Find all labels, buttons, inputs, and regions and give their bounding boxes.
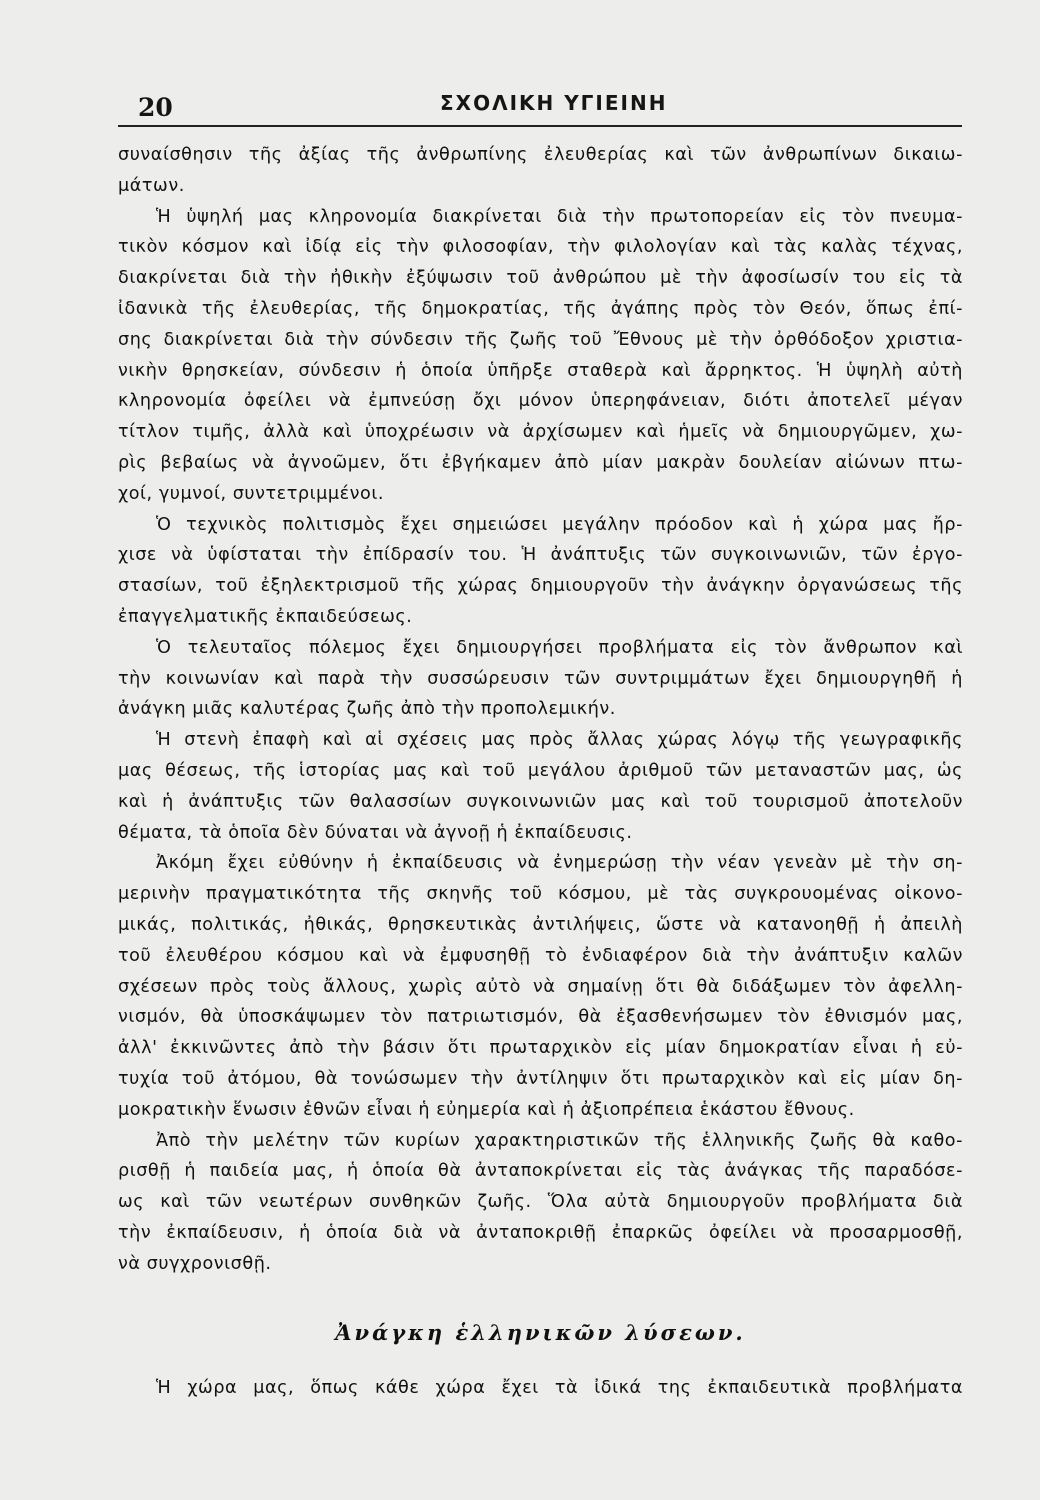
text-line: τὴν ἐκπαίδευσιν, ἡ ὁποία διὰ νὰ ἀνταποκριθῇ ἐπαρκῶς ὀφείλει νὰ προσαρμοσθῇ, (118, 1222, 963, 1243)
page-number: 20 (138, 93, 173, 122)
text-line: κληρονομία ὀφείλει νὰ ἐμπνεύσῃ ὄχι μόνον ὑπερηφάνειαν, διότι ἀποτελεῖ μέγαν (118, 391, 963, 412)
text-line: Ἀπὸ τὴν μελέτην τῶν κυρίων χαρακτηριστικῶν τῆς ἑλληνικῆς ζωῆς θὰ καθο- (156, 1130, 963, 1151)
text-line: μας θέσεως, τῆς ἱστορίας μας καὶ τοῦ μεγάλου ἀριθμοῦ τῶν μεταναστῶν μας, ὡς (118, 760, 963, 781)
body-text (118, 140, 963, 1279)
text-line: Ἡ ὑψηλή μας κληρονομία διακρίνεται διὰ τὴν πρωτοπορείαν εἰς τὸν πνευμα- (156, 206, 963, 227)
section-body (118, 1373, 963, 1404)
text-line: συναίσθησιν τῆς ἀξίας τῆς ἀνθρωπίνης ἐλευθερίας καὶ τῶν ἀνθρωπίνων δικαιω- (118, 145, 963, 165)
text-line: μερινὴν πραγματικότητα τῆς σκηνῆς τοῦ κόσμου, μὲ τὰς συγκρουομένας οἰκονο- (118, 884, 963, 905)
text-line: ἐπαγγελματικῆς ἐκπαιδεύσεως. (118, 606, 413, 627)
text-line: Ὁ τεχνικὸς πολιτισμὸς ἔχει σημειώσει μεγάλην πρόοδον καὶ ἡ χώρα μας ἤρ- (156, 514, 963, 535)
text-line: Ὁ τελευταῖος πόλεμος ἔχει δημιουργήσει προβλήματα εἰς τὸν ἄνθρωπον καὶ (156, 637, 963, 658)
text-line: διακρίνεται διὰ τὴν ἠθικὴν ἐξύψωσιν τοῦ ἀνθρώπου μὲ τὴν ἀφοσίωσίν του εἰς τὰ (118, 268, 963, 289)
text-line: ἰδανικὰ τῆς ἐλευθερίας, τῆς δημοκρατίας, τῆς ἀγάπης πρὸς τὸν Θεόν, ὅπως ἐπί- (118, 298, 963, 319)
text-line: ἀλλ' ἐκκινῶντες ἀπὸ τὴν βάσιν ὅτι πρωταρχικὸν εἰς μίαν δημοκρατίαν εἶναι ἡ εὐ- (118, 1038, 963, 1059)
section-heading: Ἀνάγκη ἑλληνικῶν λύσεων. (335, 1320, 746, 1345)
text-line: νισμόν, θὰ ὑποσκάψωμεν τὸν πατριωτισμόν, θὰ ἐξασθενήσωμεν τὸν ἐθνισμόν μας, (118, 1007, 963, 1028)
page-header (118, 88, 962, 128)
header-rule (118, 125, 962, 127)
running-title: ΣΧΟΛΙΚΗ ΥΓΙΕΙΝΗ (440, 91, 668, 115)
text-line: Ἡ στενὴ ἐπαφὴ καὶ αἱ σχέσεις μας πρὸς ἄλλας χώρας λόγῳ τῆς γεωγραφικῆς (156, 730, 963, 751)
text-line: μοκρατικὴν ἕνωσιν ἐθνῶν εἶναι ἡ εὐημερία καὶ ἡ ἀξιοπρέπεια ἑκάστου ἔθνους. (118, 1099, 855, 1120)
text-line: ως καὶ τῶν νεωτέρων συνθηκῶν ζωῆς. Ὅλα αὐτὰ δημιουργοῦν προβλήματα διὰ (118, 1192, 963, 1213)
text-line: ἀνάγκη μιᾶς καλυτέρας ζωῆς ἀπὸ τὴν προπολεμικήν. (118, 699, 616, 720)
text-line: Ἡ χώρα μας, ὅπως κάθε χώρα ἔχει τὰ ἰδικά της ἐκπαιδευτικὰ προβλήματα (156, 1378, 963, 1398)
text-line: νικὴν θρησκείαν, σύνδεσιν ἡ ὁποία ὑπῆρξε σταθερὰ καὶ ἄρρηκτος. Ἡ ὑψηλὴ αὐτὴ (118, 360, 963, 381)
text-line: μικάς, πολιτικάς, ἠθικάς, θρησκευτικὰς ἀντιλήψεις, ὥστε νὰ κατανοηθῇ ἡ ἀπειλὴ (118, 914, 963, 935)
text-line: νὰ συγχρονισθῇ. (118, 1253, 272, 1274)
text-line: τυχία τοῦ ἀτόμου, θὰ τονώσωμεν τὴν ἀντίληψιν ὅτι πρωταρχικὸν καὶ εἰς μίαν δη- (118, 1068, 963, 1089)
text-line: θέματα, τὰ ὁποῖα δὲν δύναται νὰ ἀγνοῇ ἡ ἐκπαίδευσις. (118, 822, 633, 843)
text-line: Ἀκόμη ἔχει εὐθύνην ἡ ἐκπαίδευσις νὰ ἐνημερώσῃ τὴν νέαν γενεὰν μὲ τὴν ση- (156, 853, 963, 874)
text-line: σης διακρίνεται διὰ τὴν σύνδεσιν τῆς ζωῆς τοῦ Ἔθνους μὲ τὴν ὀρθόδοξον χριστια- (118, 329, 963, 350)
text-line: τίτλον τιμῆς, ἀλλὰ καὶ ὑποχρέωσιν νὰ ἀρχίσωμεν καὶ ἡμεῖς νὰ δημιουργῶμεν, χω- (118, 422, 963, 443)
text-line: ρὶς βεβαίως νὰ ἀγνοῶμεν, ὅτι ἐβγήκαμεν ἀπὸ μίαν μακρὰν δουλείαν αἰώνων πτω- (118, 452, 963, 473)
text-line: σχέσεων πρὸς τοὺς ἄλλους, χωρὶς αὐτὸ νὰ σημαίνῃ ὅτι θὰ διδάξωμεν τὸν ἀφελλη- (118, 976, 963, 997)
text-line: τικὸν κόσμον καὶ ἰδίᾳ εἰς τὴν φιλοσοφίαν, τὴν φιλολογίαν καὶ τὰς καλὰς τέχνας, (118, 237, 963, 258)
text-line: χοί, γυμνοί, συντετριμμένοι. (118, 483, 384, 504)
text-line: χισε νὰ ὑφίσταται τὴν ἐπίδρασίν του. Ἡ ἀνάπτυξις τῶν συγκοινωνιῶν, τῶν ἐργο- (118, 545, 963, 566)
text-line: μάτων. (118, 175, 185, 196)
text-line: τὴν κοινωνίαν καὶ παρὰ τὴν συσσώρευσιν τῶν συντριμμάτων ἔχει δημιουργηθῆ ἡ (118, 668, 963, 689)
text-line: ρισθῇ ἡ παιδεία μας, ἡ ὁποία θὰ ἀνταποκρίνεται εἰς τὰς ἀνάγκας τῆς παραδόσε- (118, 1161, 963, 1182)
text-line: καὶ ἡ ἀνάπτυξις τῶν θαλασσίων συγκοινωνιῶν μας καὶ τοῦ τουρισμοῦ ἀποτελοῦν (118, 791, 963, 812)
text-line: τοῦ ἐλευθέρου κόσμου καὶ νὰ ἐμφυσηθῇ τὸ ἐνδιαφέρον διὰ τὴν ἀνάπτυξιν καλῶν (118, 945, 963, 966)
text-line: στασίων, τοῦ ἐξηλεκτρισμοῦ τῆς χώρας δημιουργοῦν τὴν ἀνάγκην ὀργανώσεως τῆς (118, 576, 963, 597)
